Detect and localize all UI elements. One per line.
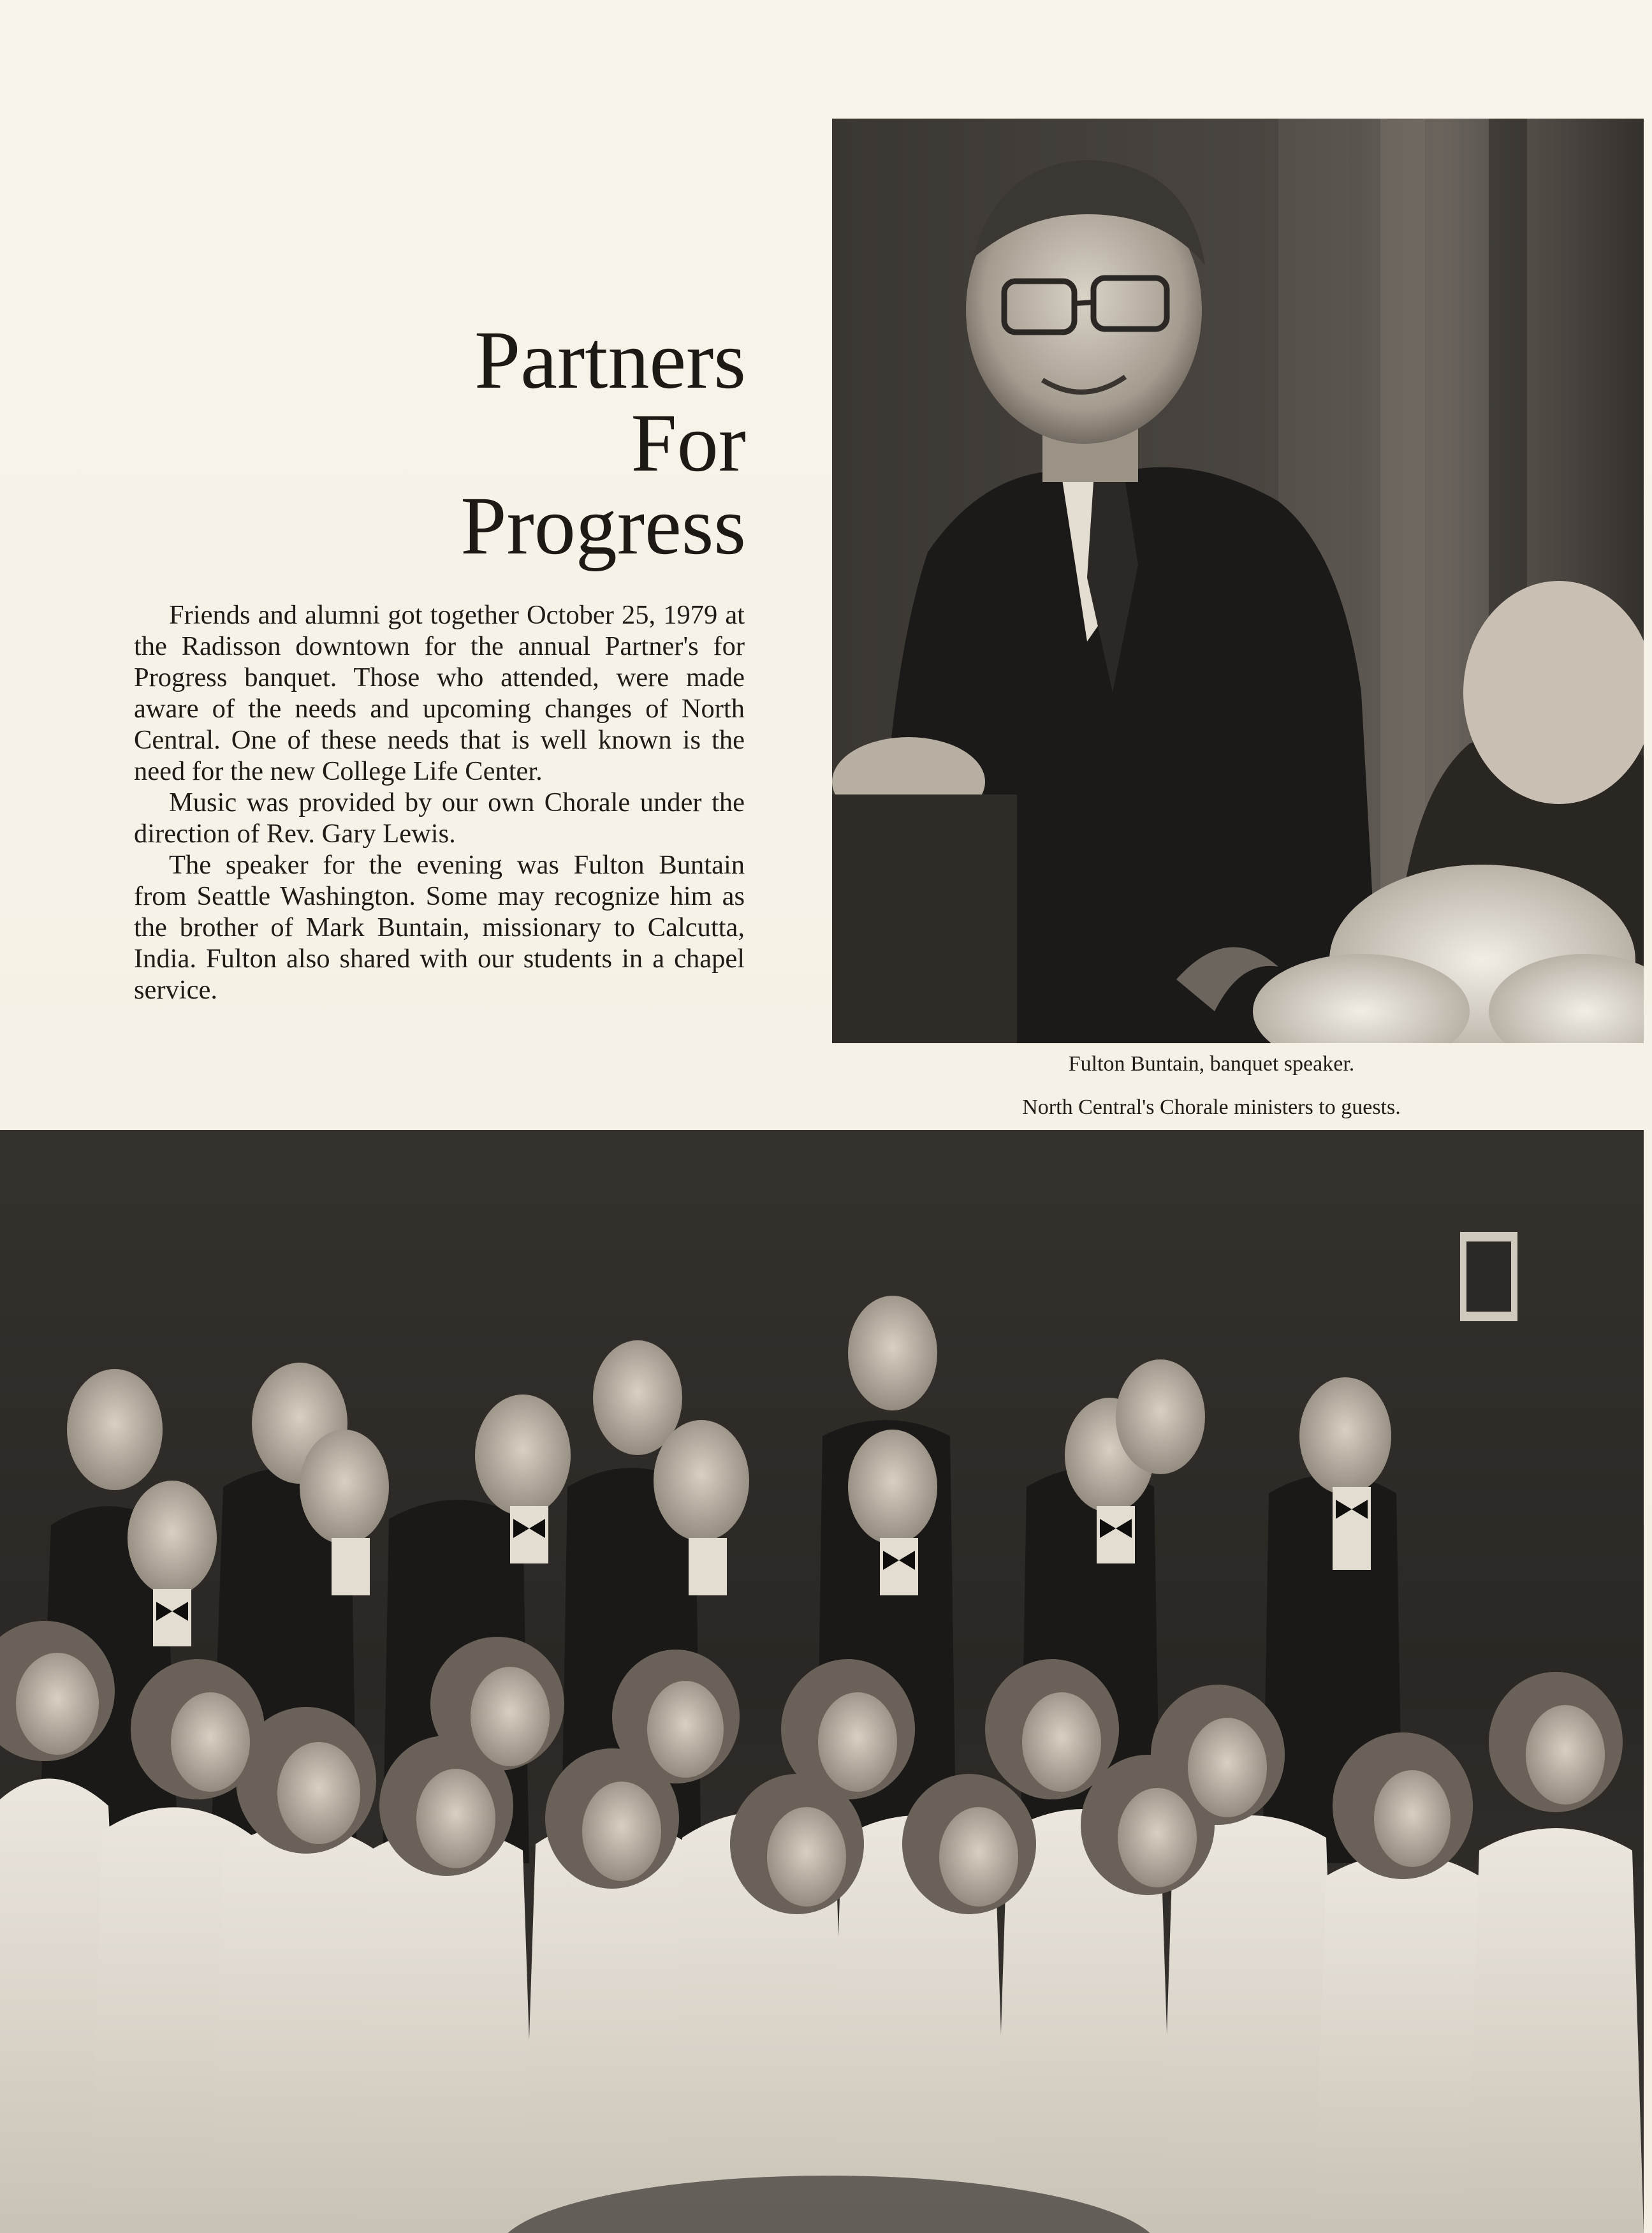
chorale-photo xyxy=(0,1130,1644,2233)
title-line-2: For xyxy=(631,397,746,489)
title-line-3: Progress xyxy=(460,480,746,572)
speaker-caption: Fulton Buntain, banquet speaker. xyxy=(1068,1052,1355,1076)
title-line-1: Partners xyxy=(474,314,746,406)
speaker-photo-illustration xyxy=(832,119,1644,1043)
paragraph-3: The speaker for the evening was Fulton Buntain from Seattle Washington. Some may recognize him as the brother of Mark Buntain, missionary to Calcutta, India. Fulton also shared with our students in a chapel service. xyxy=(134,850,745,1005)
paragraph-1: Friends and alumni got together October 25, 1979 at the Radisson downtown for the annual Partner's for Progress banquet. Those who attended, were made aware of the needs and upcoming changes of North Central. One of these needs that is well known is the need for the new College Life Center. xyxy=(134,600,745,786)
paragraph-2: Music was provided by our own Chorale under the direction of Rev. Gary Lewis. xyxy=(134,787,745,849)
chorale-caption: North Central's Chorale ministers to guests. xyxy=(1022,1095,1401,1119)
article-body xyxy=(134,599,745,1006)
speaker-photo xyxy=(832,119,1644,1043)
article-title xyxy=(332,314,746,572)
chorale-photo-illustration xyxy=(0,1130,1644,2233)
